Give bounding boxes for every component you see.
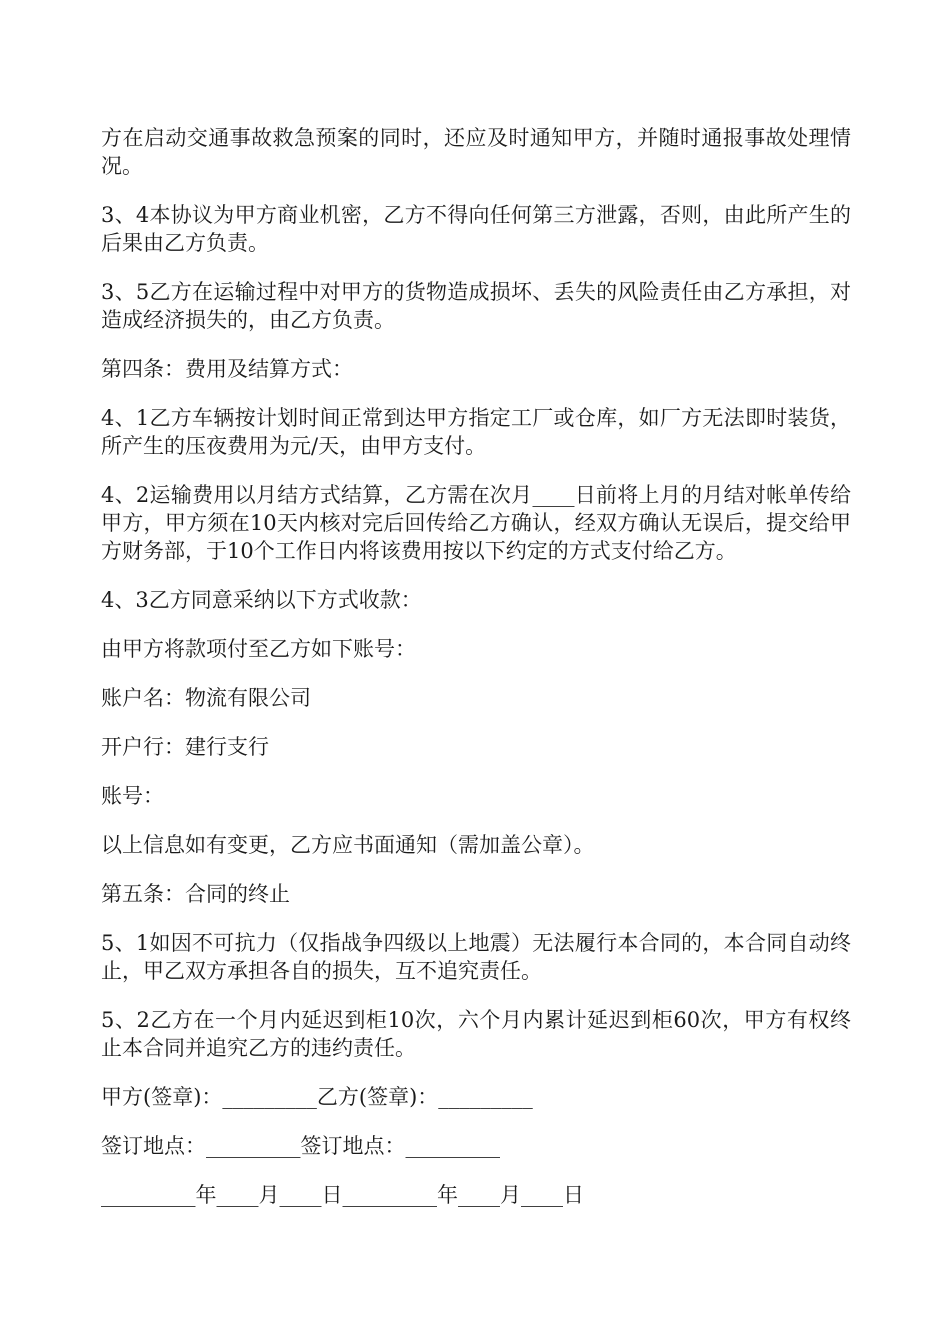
account-name-line: 账户名：物流有限公司 — [101, 686, 311, 710]
paragraph-4-1-overnight-fee: 4、1乙方车辆按计划时间正常到达甲方指定工厂或仓库，如厂方无法即时装货，所产生的压夜费用为元/天，由甲方支付。 — [101, 406, 851, 458]
paragraph-3-4-confidentiality: 3、4本协议为甲方商业机密，乙方不得向任何第三方泄露，否则，由此所产生的后果由乙方负责。 — [101, 203, 851, 255]
paragraph-4-3-payment-method: 4、3乙方同意采纳以下方式收款： — [101, 588, 422, 612]
paragraph-accident-notification: 方在启动交通事故救急预案的同时，还应及时通知甲方，并随时通报事故处理情况。 — [101, 126, 851, 178]
paragraph-payment-account-intro: 由甲方将款项付至乙方如下账号： — [101, 637, 416, 661]
account-number-line: 账号： — [101, 784, 164, 808]
paragraph-3-5-cargo-liability: 3、5乙方在运输过程中对甲方的货物造成损坏、丢失的风险责任由乙方承担，对造成经济损失的，由乙方负责。 — [101, 280, 851, 332]
bank-name-line: 开户行：建行支行 — [101, 735, 269, 759]
paragraph-info-change-notice: 以上信息如有变更，乙方应书面通知（需加盖公章）。 — [101, 833, 595, 857]
paragraph-5-1-force-majeure: 5、1如因不可抗力（仅指战争四级以上地震）无法履行本合同的，本合同自动终止，甲乙双方承担各自的损失，互不追究责任。 — [101, 931, 851, 983]
signature-line-date: _________年____月____日_________年____月____日 — [101, 1183, 584, 1207]
signature-line-location: 签订地点：_________签订地点：_________ — [101, 1134, 500, 1158]
paragraph-5-2-termination: 5、2乙方在一个月内延迟到柜10次，六个月内累计延迟到柜60次，甲方有权终止本合同并追究乙方的违约责任。 — [101, 1008, 851, 1060]
document-body — [101, 124, 851, 1230]
signature-line-parties: 甲方(签章)：_________乙方(签章)：_________ — [101, 1085, 533, 1109]
paragraph-4-2-monthly-settlement: 4、2运输费用以月结方式结算，乙方需在次月____日前将上月的月结对帐单传给甲方，甲方须在10天内核对完后回传给乙方确认，经双方确认无误后，提交给甲方财务部，于10个工作日内将该费用按以下约定的方式支付给乙方。 — [101, 483, 851, 563]
heading-article-5: 第五条：合同的终止 — [101, 882, 290, 906]
heading-article-4: 第四条：费用及结算方式： — [101, 357, 353, 381]
